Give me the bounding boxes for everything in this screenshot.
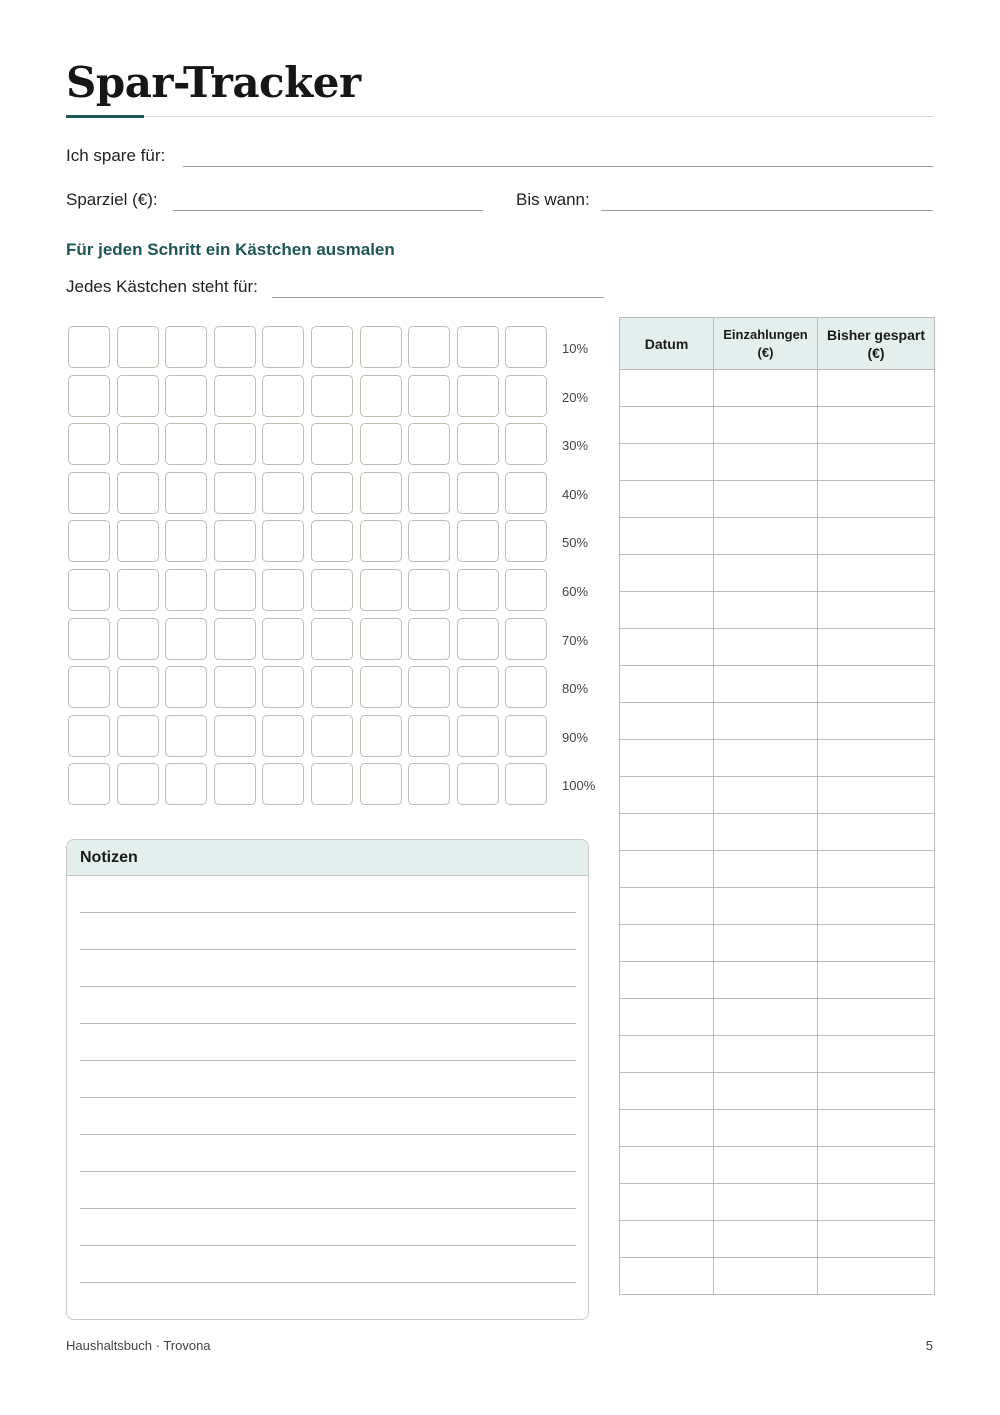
note-line[interactable] xyxy=(80,1245,576,1246)
goal-field[interactable] xyxy=(173,210,483,211)
datum-cell[interactable] xyxy=(620,1184,714,1221)
einzahlung-cell[interactable] xyxy=(714,407,818,444)
progress-box[interactable] xyxy=(360,618,402,660)
einzahlung-cell[interactable] xyxy=(714,1258,818,1295)
progress-box[interactable] xyxy=(408,569,450,611)
table-row xyxy=(620,518,935,555)
progress-box[interactable] xyxy=(505,326,547,368)
progress-box[interactable] xyxy=(68,326,110,368)
datum-cell[interactable] xyxy=(620,1073,714,1110)
page-title: Spar-Tracker xyxy=(66,58,361,107)
page-number: 5 xyxy=(925,1338,933,1353)
progress-box[interactable] xyxy=(68,618,110,660)
title-accent-bar xyxy=(66,115,144,118)
progress-box[interactable] xyxy=(311,423,353,465)
table-row xyxy=(620,888,935,925)
bisher-gespart-cell[interactable] xyxy=(818,851,935,888)
progress-box[interactable] xyxy=(262,569,304,611)
einzahlung-cell[interactable] xyxy=(714,703,818,740)
progress-box[interactable] xyxy=(165,569,207,611)
progress-box[interactable] xyxy=(214,423,256,465)
progress-box[interactable] xyxy=(262,715,304,757)
datum-cell[interactable] xyxy=(620,407,714,444)
table-row xyxy=(620,555,935,592)
table-row xyxy=(620,1184,935,1221)
einzahlung-cell[interactable] xyxy=(714,370,818,407)
note-line[interactable] xyxy=(80,1060,576,1061)
progress-box[interactable] xyxy=(117,715,159,757)
datum-cell[interactable] xyxy=(620,814,714,851)
note-line[interactable] xyxy=(80,1208,576,1209)
box-value-field[interactable] xyxy=(272,297,604,298)
progress-box[interactable] xyxy=(457,472,499,514)
bisher-gespart-cell[interactable] xyxy=(818,518,935,555)
note-line[interactable] xyxy=(80,1134,576,1135)
progress-box[interactable] xyxy=(360,666,402,708)
datum-cell[interactable] xyxy=(620,629,714,666)
progress-box[interactable] xyxy=(262,666,304,708)
progress-box[interactable] xyxy=(505,618,547,660)
progress-box[interactable] xyxy=(457,375,499,417)
section-heading: Für jeden Schritt ein Kästchen ausmalen xyxy=(66,240,395,259)
progress-box[interactable] xyxy=(165,715,207,757)
note-line[interactable] xyxy=(80,912,576,913)
progress-box[interactable] xyxy=(214,666,256,708)
einzahlung-cell[interactable] xyxy=(714,592,818,629)
progress-box[interactable] xyxy=(117,666,159,708)
progress-box[interactable] xyxy=(68,375,110,417)
table-row xyxy=(620,1073,935,1110)
progress-box[interactable] xyxy=(505,375,547,417)
einzahlung-cell[interactable] xyxy=(714,851,818,888)
table-row xyxy=(620,925,935,962)
bisher-gespart-cell[interactable] xyxy=(818,592,935,629)
datum-cell[interactable] xyxy=(620,1147,714,1184)
progress-box[interactable] xyxy=(505,520,547,562)
datum-cell[interactable] xyxy=(620,851,714,888)
progress-box[interactable] xyxy=(457,423,499,465)
progress-box[interactable] xyxy=(311,375,353,417)
table-row xyxy=(620,962,935,999)
progress-box[interactable] xyxy=(117,520,159,562)
footer-brand: Haushaltsbuch · Trovona xyxy=(66,1338,211,1353)
bisher-gespart-cell[interactable] xyxy=(818,703,935,740)
bisher-gespart-cell[interactable] xyxy=(818,1110,935,1147)
bisher-gespart-cell[interactable] xyxy=(818,555,935,592)
progress-box[interactable] xyxy=(408,520,450,562)
progress-box[interactable] xyxy=(68,666,110,708)
einzahlung-cell[interactable] xyxy=(714,925,818,962)
einzahlung-cell[interactable] xyxy=(714,666,818,703)
datum-cell[interactable] xyxy=(620,777,714,814)
progress-box[interactable] xyxy=(262,472,304,514)
progress-box[interactable] xyxy=(505,666,547,708)
progress-box[interactable] xyxy=(165,520,207,562)
table-row xyxy=(620,481,935,518)
progress-row-label: 100% xyxy=(562,778,596,794)
progress-box[interactable] xyxy=(360,520,402,562)
datum-cell[interactable] xyxy=(620,1221,714,1258)
progress-box[interactable] xyxy=(68,472,110,514)
progress-row-label: 30% xyxy=(562,438,589,454)
note-line[interactable] xyxy=(80,949,576,950)
einzahlung-cell[interactable] xyxy=(714,814,818,851)
progress-box[interactable] xyxy=(360,569,402,611)
progress-box[interactable] xyxy=(505,569,547,611)
note-line[interactable] xyxy=(80,1023,576,1024)
savings-log-table xyxy=(619,317,935,1295)
progress-box[interactable] xyxy=(505,423,547,465)
notes-title: Notizen xyxy=(67,840,588,876)
progress-row-label: 10% xyxy=(562,341,589,356)
einzahlung-cell[interactable] xyxy=(714,481,818,518)
progress-box[interactable] xyxy=(457,618,499,660)
progress-box[interactable] xyxy=(165,666,207,708)
saving-for-field[interactable] xyxy=(183,166,933,167)
bisher-gespart-cell[interactable] xyxy=(818,666,935,703)
progress-box[interactable] xyxy=(457,520,499,562)
title-divider xyxy=(66,116,933,117)
einzahlung-cell[interactable] xyxy=(714,777,818,814)
einzahlung-cell[interactable] xyxy=(714,1073,818,1110)
progress-box[interactable] xyxy=(311,763,353,805)
table-row xyxy=(620,703,935,740)
bisher-gespart-cell[interactable] xyxy=(818,1073,935,1110)
progress-row-label: 50% xyxy=(562,535,589,551)
datum-cell[interactable] xyxy=(620,555,714,592)
table-row xyxy=(620,814,935,851)
progress-row-label: 80% xyxy=(562,681,589,697)
progress-box[interactable] xyxy=(505,763,547,805)
bisher-gespart-cell[interactable] xyxy=(818,962,935,999)
progress-box[interactable] xyxy=(457,666,499,708)
einzahlung-cell[interactable] xyxy=(714,1110,818,1147)
deadline-label: Bis wann: xyxy=(516,190,590,209)
progress-box[interactable] xyxy=(360,326,402,368)
progress-box[interactable] xyxy=(214,375,256,417)
progress-box[interactable] xyxy=(165,375,207,417)
datum-cell[interactable] xyxy=(620,481,714,518)
progress-box[interactable] xyxy=(360,423,402,465)
progress-row-label: 60% xyxy=(562,584,589,599)
bisher-gespart-cell[interactable] xyxy=(818,1036,935,1073)
saving-for-label: Ich spare für: xyxy=(66,146,166,165)
progress-box[interactable] xyxy=(214,520,256,562)
progress-box[interactable] xyxy=(117,375,159,417)
table-row xyxy=(620,1221,935,1258)
progress-box[interactable] xyxy=(360,763,402,805)
progress-box[interactable] xyxy=(311,472,353,514)
datum-cell[interactable] xyxy=(620,888,714,925)
progress-box[interactable] xyxy=(214,569,256,611)
progress-box[interactable] xyxy=(68,763,110,805)
bisher-gespart-cell[interactable] xyxy=(818,1147,935,1184)
bisher-gespart-cell[interactable] xyxy=(818,999,935,1036)
progress-box[interactable] xyxy=(117,423,159,465)
progress-box[interactable] xyxy=(262,423,304,465)
progress-box[interactable] xyxy=(214,618,256,660)
datum-cell[interactable] xyxy=(620,740,714,777)
datum-cell[interactable] xyxy=(620,370,714,407)
deadline-field[interactable] xyxy=(601,210,933,211)
einzahlung-cell[interactable] xyxy=(714,1221,818,1258)
datum-cell[interactable] xyxy=(620,1258,714,1295)
einzahlung-cell[interactable] xyxy=(714,888,818,925)
progress-box[interactable] xyxy=(214,326,256,368)
progress-box[interactable] xyxy=(408,715,450,757)
progress-box[interactable] xyxy=(68,569,110,611)
bisher-gespart-cell[interactable] xyxy=(818,814,935,851)
datum-cell[interactable] xyxy=(620,1110,714,1147)
progress-box[interactable] xyxy=(165,472,207,514)
progress-box[interactable] xyxy=(311,715,353,757)
notes-box xyxy=(66,839,589,1320)
table-row xyxy=(620,1258,935,1295)
progress-box[interactable] xyxy=(408,423,450,465)
datum-cell[interactable] xyxy=(620,925,714,962)
datum-cell[interactable] xyxy=(620,666,714,703)
progress-box[interactable] xyxy=(117,618,159,660)
bisher-gespart-cell[interactable] xyxy=(818,925,935,962)
progress-row-label: 40% xyxy=(562,486,589,502)
datum-cell[interactable] xyxy=(620,703,714,740)
progress-box[interactable] xyxy=(117,763,159,805)
bisher-gespart-cell[interactable] xyxy=(818,1184,935,1221)
progress-box[interactable] xyxy=(408,618,450,660)
progress-box[interactable] xyxy=(262,618,304,660)
progress-box[interactable] xyxy=(360,472,402,514)
column-header-bisher-gespart: Bisher gespart (€) xyxy=(818,318,935,370)
progress-box[interactable] xyxy=(117,472,159,514)
progress-box[interactable] xyxy=(505,715,547,757)
bisher-gespart-cell[interactable] xyxy=(818,407,935,444)
progress-box[interactable] xyxy=(360,715,402,757)
progress-box[interactable] xyxy=(117,569,159,611)
progress-box[interactable] xyxy=(311,666,353,708)
einzahlung-cell[interactable] xyxy=(714,962,818,999)
table-row xyxy=(620,777,935,814)
datum-cell[interactable] xyxy=(620,444,714,481)
progress-box[interactable] xyxy=(311,520,353,562)
table-row xyxy=(620,740,935,777)
progress-row-label: 90% xyxy=(562,729,589,745)
note-line[interactable] xyxy=(80,1097,576,1098)
bisher-gespart-cell[interactable] xyxy=(818,629,935,666)
table-row xyxy=(620,1110,935,1147)
progress-box[interactable] xyxy=(117,326,159,368)
column-header-einzahlungen: Einzahlungen (€) xyxy=(714,318,818,370)
progress-box[interactable] xyxy=(457,763,499,805)
einzahlung-cell[interactable] xyxy=(714,1036,818,1073)
bisher-gespart-cell[interactable] xyxy=(818,1221,935,1258)
progress-box[interactable] xyxy=(262,520,304,562)
einzahlung-cell[interactable] xyxy=(714,444,818,481)
bisher-gespart-cell[interactable] xyxy=(818,888,935,925)
table-row xyxy=(620,1036,935,1073)
progress-box[interactable] xyxy=(214,763,256,805)
goal-label: Sparziel (€): xyxy=(66,190,158,209)
progress-box[interactable] xyxy=(408,763,450,805)
box-value-label: Jedes Kästchen steht für: xyxy=(66,277,258,296)
progress-box[interactable] xyxy=(408,375,450,417)
datum-cell[interactable] xyxy=(620,999,714,1036)
progress-box[interactable] xyxy=(505,472,547,514)
progress-box[interactable] xyxy=(311,618,353,660)
bisher-gespart-cell[interactable] xyxy=(818,481,935,518)
note-line[interactable] xyxy=(80,1171,576,1172)
progress-box[interactable] xyxy=(68,520,110,562)
progress-box[interactable] xyxy=(165,618,207,660)
progress-box[interactable] xyxy=(262,763,304,805)
table-row xyxy=(620,407,935,444)
table-row xyxy=(620,629,935,666)
einzahlung-cell[interactable] xyxy=(714,518,818,555)
progress-box[interactable] xyxy=(68,715,110,757)
table-row xyxy=(620,1147,935,1184)
einzahlung-cell[interactable] xyxy=(714,555,818,592)
note-line[interactable] xyxy=(80,1282,576,1283)
progress-box[interactable] xyxy=(457,326,499,368)
progress-row-label: 20% xyxy=(562,389,589,405)
progress-box[interactable] xyxy=(408,326,450,368)
datum-cell[interactable] xyxy=(620,592,714,629)
progress-box[interactable] xyxy=(262,326,304,368)
progress-box[interactable] xyxy=(214,472,256,514)
einzahlung-cell[interactable] xyxy=(714,1147,818,1184)
progress-box[interactable] xyxy=(165,423,207,465)
progress-box[interactable] xyxy=(457,569,499,611)
column-header-datum: Datum xyxy=(620,318,714,370)
einzahlung-cell[interactable] xyxy=(714,740,818,777)
progress-box[interactable] xyxy=(408,472,450,514)
table-row xyxy=(620,370,935,407)
progress-box[interactable] xyxy=(68,423,110,465)
table-row xyxy=(620,999,935,1036)
einzahlung-cell[interactable] xyxy=(714,629,818,666)
progress-box[interactable] xyxy=(262,375,304,417)
progress-box[interactable] xyxy=(214,715,256,757)
bisher-gespart-cell[interactable] xyxy=(818,740,935,777)
progress-box[interactable] xyxy=(311,569,353,611)
progress-box[interactable] xyxy=(165,763,207,805)
progress-box[interactable] xyxy=(360,375,402,417)
progress-box[interactable] xyxy=(165,326,207,368)
bisher-gespart-cell[interactable] xyxy=(818,444,935,481)
table-row xyxy=(620,592,935,629)
table-row xyxy=(620,851,935,888)
bisher-gespart-cell[interactable] xyxy=(818,370,935,407)
bisher-gespart-cell[interactable] xyxy=(818,777,935,814)
einzahlung-cell[interactable] xyxy=(714,999,818,1036)
bisher-gespart-cell[interactable] xyxy=(818,1258,935,1295)
table-row xyxy=(620,444,935,481)
datum-cell[interactable] xyxy=(620,1036,714,1073)
progress-row-label: 70% xyxy=(562,632,589,648)
progress-box[interactable] xyxy=(408,666,450,708)
datum-cell[interactable] xyxy=(620,518,714,555)
note-line[interactable] xyxy=(80,986,576,987)
progress-box[interactable] xyxy=(311,326,353,368)
datum-cell[interactable] xyxy=(620,962,714,999)
progress-box[interactable] xyxy=(457,715,499,757)
einzahlung-cell[interactable] xyxy=(714,1184,818,1221)
table-row xyxy=(620,666,935,703)
